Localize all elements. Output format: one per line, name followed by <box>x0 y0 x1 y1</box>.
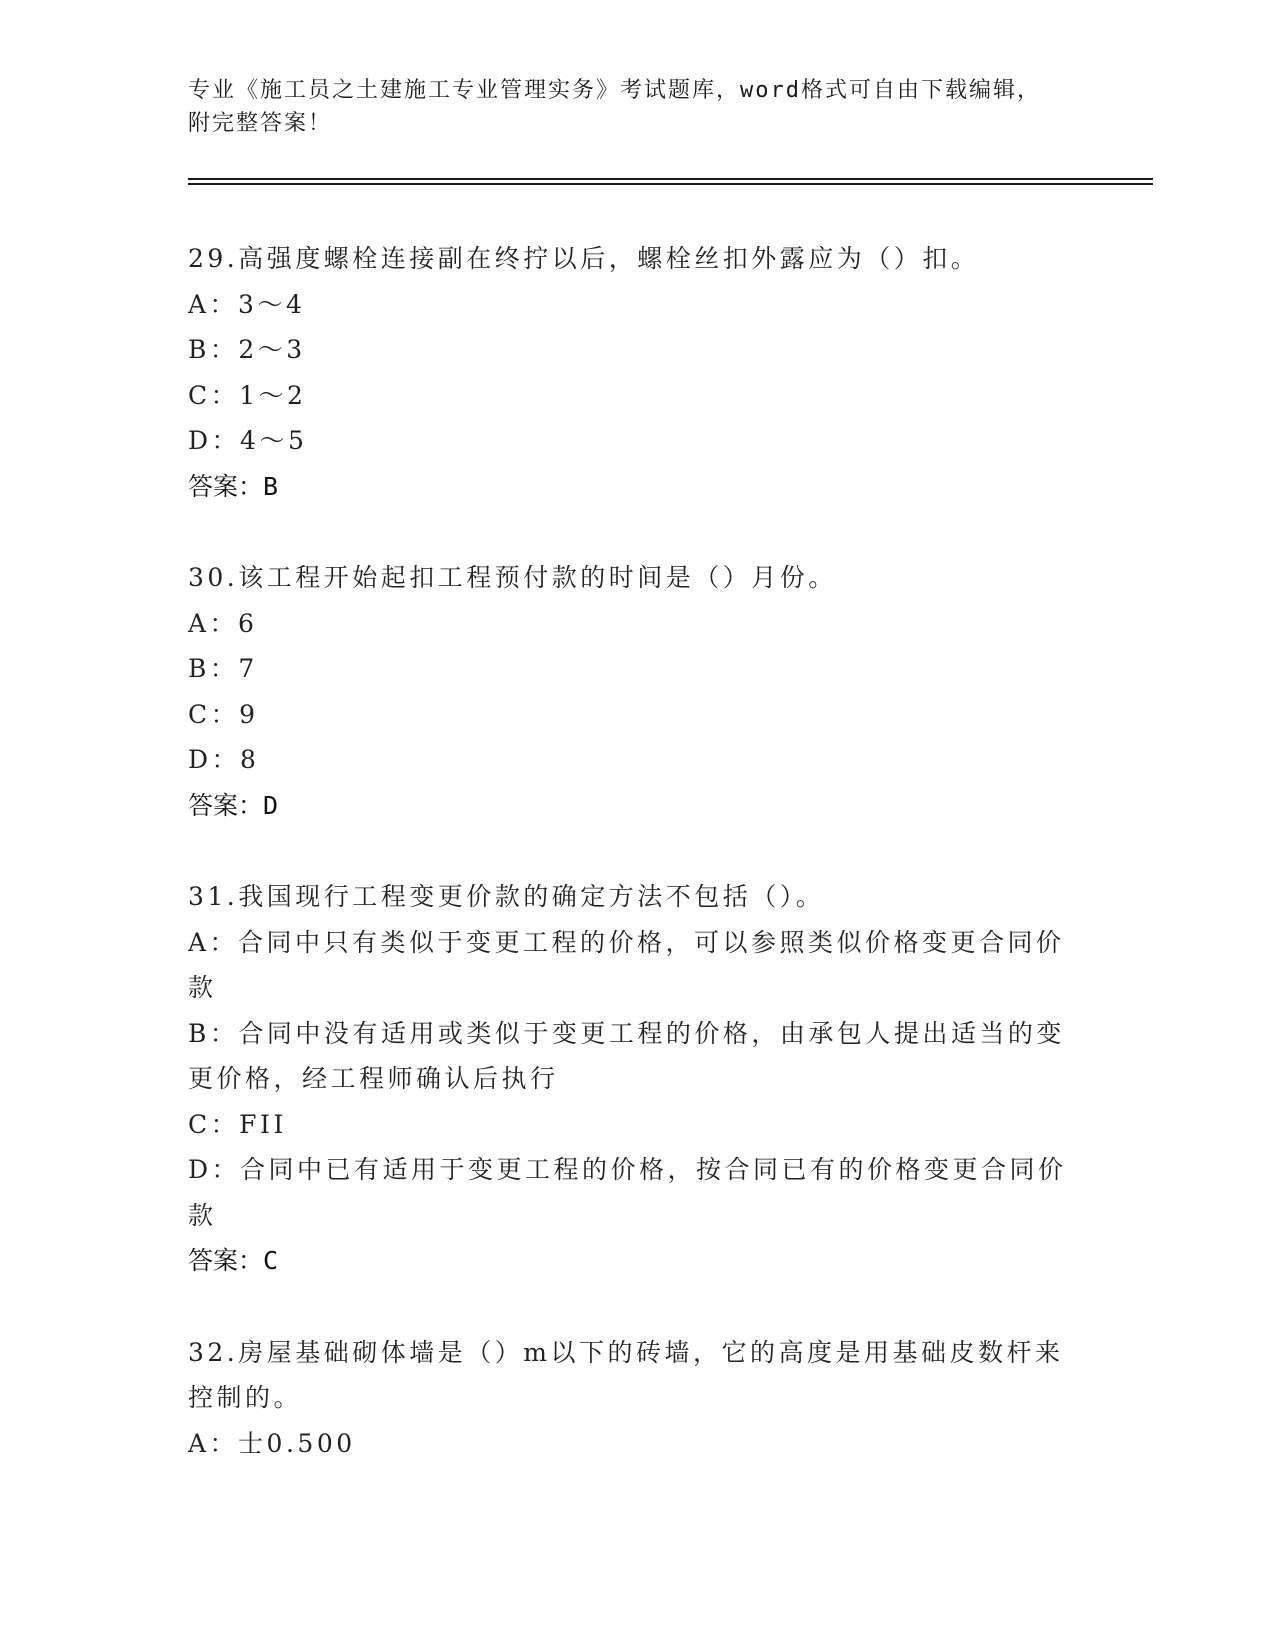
option-d: D：4～5 <box>188 426 308 455</box>
option-d: D：8 <box>188 745 260 774</box>
option-c: C：9 <box>188 699 259 729</box>
question-stem: 29.高强度螺栓连接副在终拧以后，螺栓丝扣外露应为（）扣。 <box>188 244 980 273</box>
header-divider-top <box>188 178 1153 180</box>
option-c: C：1～2 <box>188 380 307 410</box>
option-a: A：3～4 <box>188 289 306 319</box>
question-stem: 31.我国现行工程变更价款的确定方法不包括（）。 <box>188 882 825 911</box>
question-stem: 30.该工程开始起扣工程预付款的时间是（）月份。 <box>188 563 837 592</box>
answer-line: 答案：B <box>188 471 279 501</box>
header-line-2: 附完整答案！ <box>188 111 333 136</box>
option-b: B：2～3 <box>188 335 306 364</box>
option-a: A：士0.500 <box>188 1428 356 1458</box>
option-b: B：7 <box>188 654 258 683</box>
option-a: A：合同中只有类似于变更工程的价格，可以参照类似价格变更合同价款 <box>188 927 1065 1002</box>
header-line-1: 专业《施工员之土建施工专业管理实务》考试题库，word格式可自由下载编辑， <box>188 78 1041 103</box>
question-stem: 32.房屋基础砌体墙是（）m以下的砖墙，它的高度是用基础皮数杆来控制的。 <box>188 1337 1064 1412</box>
option-d: D：合同中已有适用于变更工程的价格，按合同已有的价格变更合同价款 <box>188 1155 1067 1230</box>
question-30 <box>188 555 1078 828</box>
question-31 <box>188 874 1078 1284</box>
question-list <box>188 236 1078 1512</box>
header-divider-bottom <box>188 183 1153 185</box>
question-29 <box>188 236 1078 509</box>
option-b: B：合同中没有适用或类似于变更工程的价格，由承包人提出适当的变更价格，经工程师确认后执行 <box>188 1018 1065 1093</box>
answer-line: 答案：D <box>188 790 279 820</box>
option-c: C：FII <box>188 1109 287 1139</box>
answer-line: 答案：C <box>188 1246 279 1275</box>
option-a: A：6 <box>188 608 258 638</box>
document-header <box>188 74 1088 140</box>
question-32 <box>188 1330 1078 1467</box>
